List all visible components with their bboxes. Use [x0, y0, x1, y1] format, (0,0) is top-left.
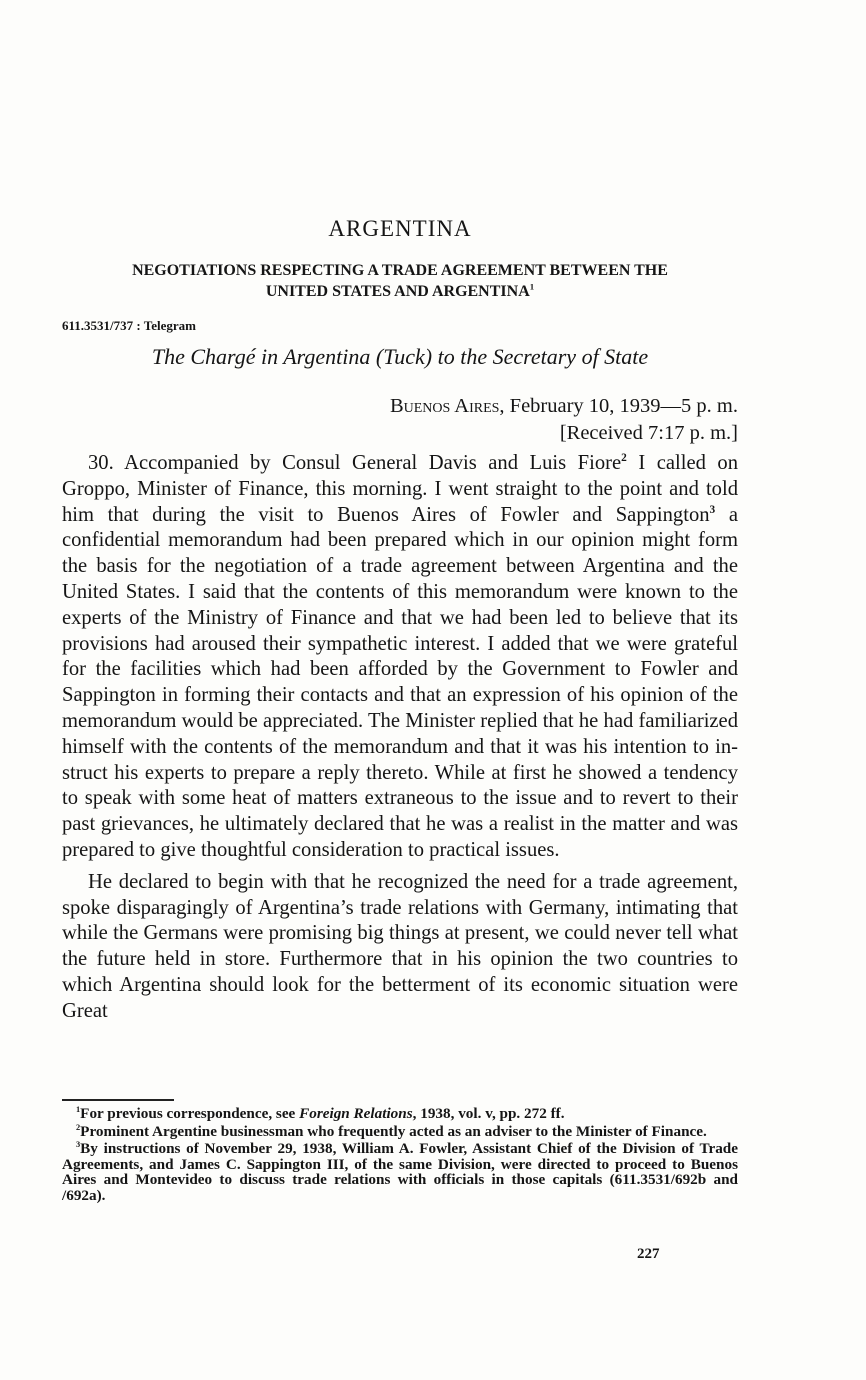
footnote-divider [62, 1099, 174, 1101]
footnote-2-text: Prominent Argentine businessman who frequently acted as an adviser to the Minister of Finance. [80, 1122, 707, 1140]
body-paragraph-2: He declared to begin with that he recognized the need for a trade agreement, spoke disparagingly of Argentina’s trade relations with Germany, intimating that while the Germans were promising big things at present, we could never tell what the future held in store. Furthermore that in his opinion the two countries to which Argentina should look for the betterment of its economic situation were Great [62, 870, 738, 1022]
section-heading-line2: UNITED STATES AND ARGENTINA [265, 283, 530, 300]
country-heading: ARGENTINA [328, 216, 472, 241]
footnote-1-post: , 1938, vol. v, pp. 272 ff. [412, 1105, 565, 1122]
body-paragraph-1 [62, 451, 738, 864]
footnote-2-mark: 2 [76, 1122, 81, 1132]
footnote-ref-3: 3 [709, 503, 716, 516]
page-number: 227 [637, 1246, 660, 1262]
footnote-3-text: By instructions of November 29, 1938, William A. Fowler, Assistant Chief of the Division of Trade Agreements, and James C. Sappington III, of the same Division, were directed to proceed to Buenos Aires and Montevideo to discuss trade relations with officials in those capitals (611.3531/692b and /692a). [62, 1140, 738, 1204]
document-page [62, 0, 738, 1380]
section-heading-line1: NEGOTIATIONS RESPECTING A TRADE AGREEMENT BETWEEN THE [132, 262, 668, 279]
dateline-place: Buenos Aires [389, 395, 500, 417]
footnotes [62, 1106, 738, 1205]
footnote-ref-1: 1 [529, 281, 535, 292]
footnote-1 [62, 1106, 738, 1122]
footnote-1-mark: 1 [76, 1104, 81, 1114]
footnote-3-mark: 3 [76, 1139, 81, 1149]
body-p1-part2: I called on Groppo, Minister of Finance, this morning. I went straight to the point and told him that during the visit to Buenos Aires of Fowler and Sappington [62, 452, 738, 526]
footnote-2 [62, 1124, 738, 1140]
footnote-1-pre: For previous correspondence, see [80, 1105, 300, 1122]
file-reference: 611.3531/737 : Telegram [62, 318, 196, 333]
dateline [62, 395, 738, 418]
section-heading [62, 260, 738, 302]
document-title: The Chargé in Argentina (Tuck) to the Secretary of State [151, 344, 649, 369]
dateline-date: , February 10, 1939—5 p. m. [499, 395, 738, 417]
footnote-ref-2: 2 [621, 452, 627, 465]
body-p1-part1: 30. Accompanied by Consul General Davis and Luis Fiore [88, 452, 622, 474]
footnote-3 [62, 1141, 738, 1203]
section-heading-line2-wrap [62, 281, 738, 302]
footnote-1-italic: Foreign Relations [299, 1105, 413, 1122]
telegram-body [62, 451, 738, 1031]
body-p1-part3: a confidential memorandum had been prepared which in our opinion might form the basis for the negotiation of a trade agreement between Argentina and the United States. I said that the contents of this memorandum were known to the experts of the Ministry of Finance and that we had been led to believe that its provisions had aroused their sympathetic interest. I added that we were grateful for the facilities which had been afforded by the Government to Fowler and Sappington in forming their contacts and that an expression of his opinion of the memorandum would be appreciated. The Minister replied that he had familiarized himself with the contents of the memorandum and that it was his intention to instruct his experts to prepare a reply thereto. While at first he showed a tendency to speak with some heat of matters extraneous to the issue and to revert to their past grievances, he ultimately declared that he was a realist in the matter and was prepared to give thoughtful consideration to practical issues. [62, 503, 738, 861]
received-time: [Received 7:17 p. m.] [559, 422, 738, 444]
